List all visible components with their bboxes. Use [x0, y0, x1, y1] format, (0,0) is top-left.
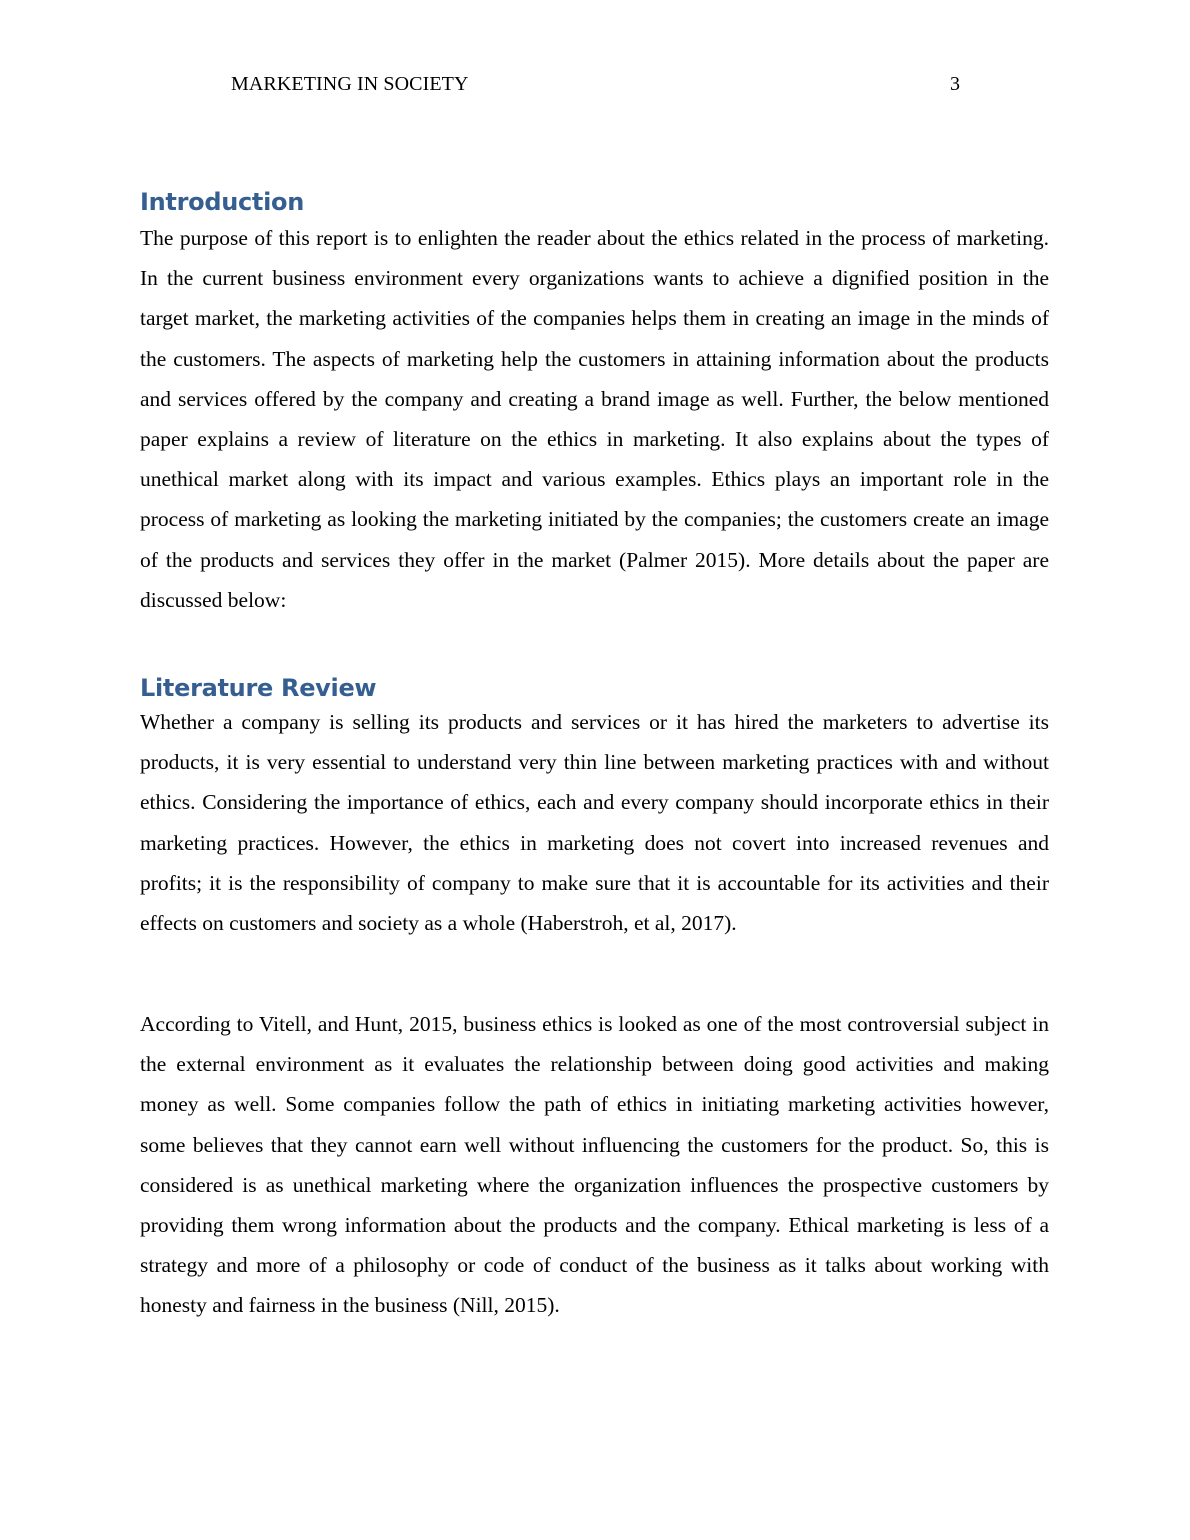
- literature-review-paragraph-2: According to Vitell, and Hunt, 2015, business ethics is looked as one of the most controversial subject in the external environment as it evaluates the relationship between doing good activities and making money as well. Some companies follow the path of ethics in initiating marketing activities however, some believes that they cannot earn well without influencing the customers for the product. So, this is considered is as unethical marketing where the organization influences the prospective customers by providing them wrong information about the products and the company. Ethical marketing is less of a strategy and more of a philosophy or code of conduct of the business as it talks about working with honesty and fairness in the business (Nill, 2015).: [140, 1012, 1049, 1318]
- literature-review-paragraph-1: Whether a company is selling its products and services or it has hired the marketers to advertise its products, it is very essential to understand very thin line between marketing practices with and without ethics. Considering the importance of ethics, each and every company should incorporate ethics in their marketing practices. However, the ethics in marketing does not covert into increased revenues and profits; it is the responsibility of company to make sure that it is accountable for its activities and their effects on customers and society as a whole (Haberstroh, et al, 2017).: [140, 710, 1049, 936]
- introduction-heading: Introduction: [140, 188, 304, 216]
- literature-review-heading: Literature Review: [140, 674, 377, 702]
- running-header: [231, 71, 960, 97]
- page-number: 3: [950, 73, 960, 95]
- introduction-paragraph: The purpose of this report is to enlighten the reader about the ethics related in the process of marketing. In the current business environment every organizations wants to achieve a dignified position in the target market, the marketing activities of the companies helps them in creating an image in the minds of the customers. The aspects of marketing help the customers in attaining information about the products and services offered by the company and creating a brand image as well. Further, the below mentioned paper explains a review of literature on the ethics in marketing. It also explains about the types of unethical market along with its impact and various examples. Ethics plays an important role in the process of marketing as looking the marketing initiated by the companies; the customers create an image of the products and services they offer in the market (Palmer 2015). More details about the paper are discussed below:: [140, 226, 1049, 612]
- running-head-title: MARKETING IN SOCIETY: [231, 73, 469, 95]
